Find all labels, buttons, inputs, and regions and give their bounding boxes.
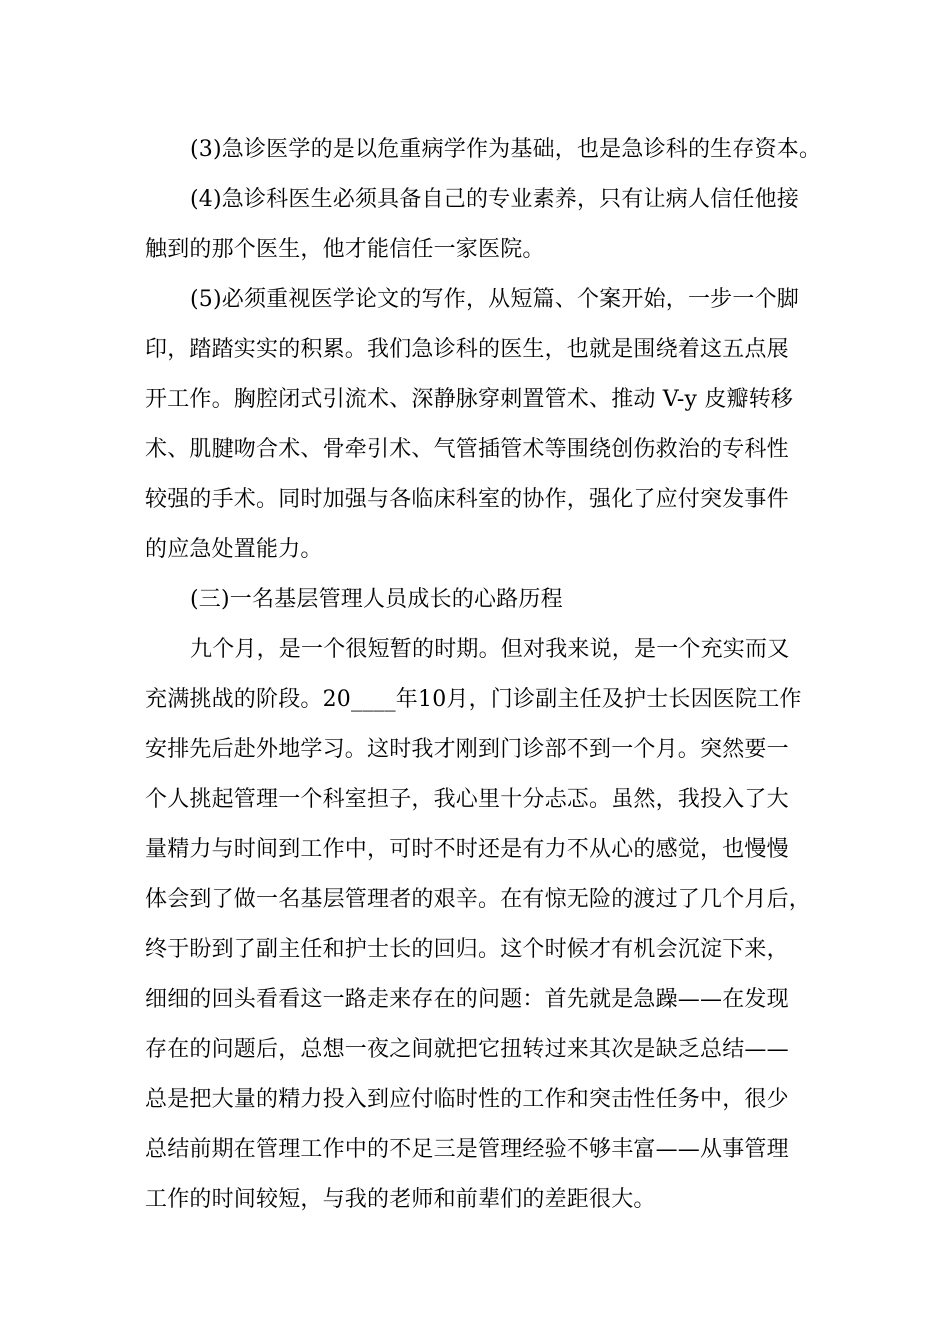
paragraph-line: 总结前期在管理工作中的不足三是管理经验不够丰富——从事管理 (145, 1137, 789, 1162)
paragraph-line: 量精力与时间到工作中，可时不时还是有力不从心的感觉，也慢慢 (145, 837, 789, 862)
paragraph-line: 工作的时间较短，与我的老师和前辈们的差距很大。 (145, 1187, 656, 1212)
paragraph-line: 术、肌腱吻合术、骨牵引术、气管插管术等围绕创伤救治的专科性 (145, 437, 789, 462)
paragraph-line: 安排先后赴外地学习。这时我才刚到门诊部不到一个月。突然要一 (145, 737, 789, 762)
paragraph-line: (4)急诊科医生必须具备自己的专业素养，只有让病人信任他接 (190, 187, 799, 212)
paragraph-line: 总是把大量的精力投入到应付临时性的工作和突击性任务中，很少 (145, 1087, 789, 1112)
paragraph-line: 终于盼到了副主任和护士长的回归。这个时候才有机会沉淀下来， (145, 937, 789, 962)
paragraph-line: 个人挑起管理一个科室担子，我心里十分忐忑。虽然，我投入了大 (145, 787, 789, 812)
paragraph-line: 印，踏踏实实的积累。我们急诊科的医生，也就是围绕着这五点展 (145, 337, 789, 362)
paragraph-line: 充满挑战的阶段。20____年10月，门诊副主任及护士长因医院工作 (145, 687, 802, 712)
paragraph-line: 开工作。胸腔闭式引流术、深静脉穿刺置管术、推动 V-y 皮瓣转移 (145, 387, 794, 412)
paragraph-line: 触到的那个医生，他才能信任一家医院。 (145, 237, 545, 262)
paragraph-line: 细细的回头看看这一路走来存在的问题：首先就是急躁——在发现 (145, 987, 789, 1012)
section-heading: (三)一名基层管理人员成长的心路历程 (190, 587, 563, 612)
paragraph-line: 存在的问题后，总想一夜之间就把它扭转过来其次是缺乏总结—— (145, 1037, 789, 1062)
paragraph-line: 较强的手术。同时加强与各临床科室的协作，强化了应付突发事件 (145, 487, 789, 512)
paragraph-line: (5)必须重视医学论文的写作，从短篇、个案开始，一步一个脚 (190, 287, 799, 312)
paragraph-line: 体会到了做一名基层管理者的艰辛。在有惊无险的渡过了几个月后， (145, 887, 812, 912)
paragraph-line: 的应急处置能力。 (145, 537, 323, 562)
paragraph-line: (3)急诊医学的是以危重病学作为基础，也是急诊科的生存资本。 (190, 137, 822, 162)
paragraph-line: 九个月，是一个很短暂的时期。但对我来说，是一个充实而又 (190, 637, 790, 662)
